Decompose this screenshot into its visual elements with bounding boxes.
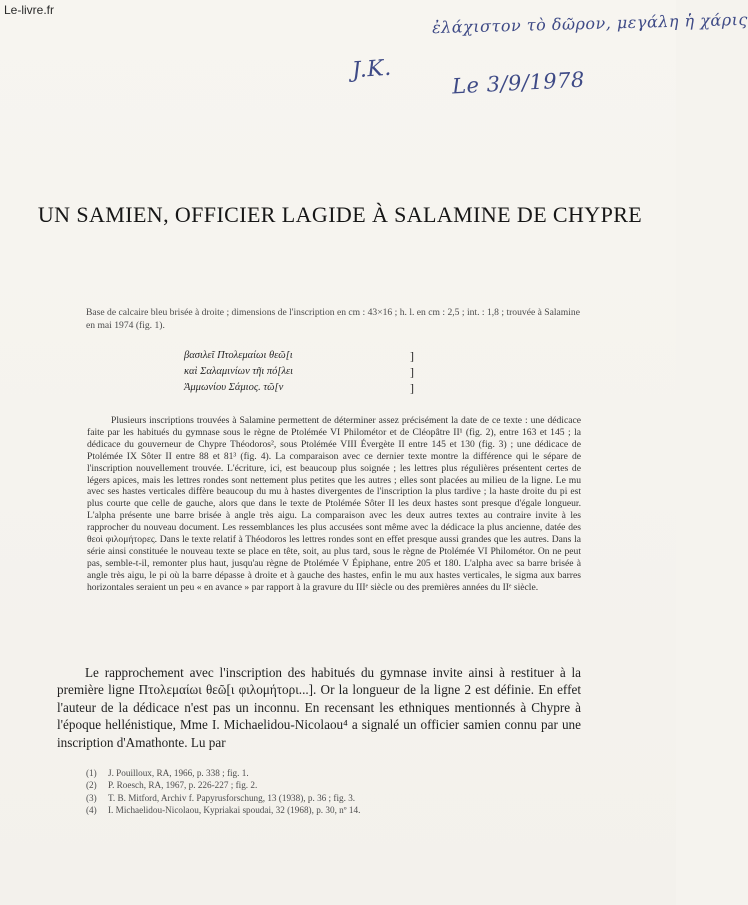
handwritten-date: Le 3/9/1978 bbox=[451, 67, 586, 99]
footnote-text: I. Michaelidou-Nicolaou, Kypriakai spoudai, 32 (1968), p. 30, nº 14. bbox=[108, 805, 361, 816]
inscription-description: Base de calcaire bleu brisée à droite ; dimensions de l'inscription en cm : 43×16 ; h. l. en cm : 2,5 ; int. : 1,8 ; trouvée à Salamine en mai 1974 (fig. 1). bbox=[86, 307, 580, 331]
inscription-line-text: Ἀμμωνίου Σάμιος. τῶ[ν bbox=[184, 382, 284, 393]
footnote-number: (3) bbox=[86, 792, 97, 803]
footnote-number: (2) bbox=[86, 780, 97, 791]
watermark: Le-livre.fr bbox=[4, 3, 55, 17]
inscription-line-text: καὶ Σαλαμινίων τῆι πό[λει bbox=[184, 366, 294, 377]
footnote bbox=[86, 767, 556, 779]
inscription-line bbox=[184, 382, 424, 398]
dating-paragraph: Plusieurs inscriptions trouvées à Salamine permettent de déterminer assez précisément la date de ce texte : une dédicace faite par les habitués du gymnase sous le règne de Ptolémée VI Philométor et de Cléopâtre II¹ (fig. 2), entre 163 et 145 ; la dédicace du gouverneur de Chypre Théodoros², sous Ptolémée VIII Évergète II entre 145 et 130 (fig. 3) ; une dédicace de Ptolémée IX Sôter II entre 88 et 81³ (fig. 4). La comparaison avec ce dernier texte montre la différence qui le sépare de l'inscription nouvellement trouvée. L'écriture, ici, est beaucoup plus soignée ; les lettres plus régulières présentent certes de légers apices, mais les lettres rondes sont nettement plus petites que les autres ; elles sont placées au milieu de la ligne. Le mu avec ses hastes verticales diffère beaucoup du mu à hastes divergentes de l'inscription la plus tardive ; la haste droite du pi est plus courte que celle de gauche, alors que dans le texte de Ptolémée Sôter II les deux hastes sont presque d'égale longueur. L'alpha présente une barre brisée à angle très aigu. La comparaison avec les deux autres textes au contraire invite à les rapprocher du nouveau document. Les ressemblances les plus accusées sont même avec la dédicace la plus ancienne, datée des θεοὶ φιλομήτορες. Dans le texte relatif à Théodoros les lettres rondes sont en effet presque aussi grandes que les autres. Dans la série ainsi constituée le nouveau texte se place en tête, soit, au plus tard, sous le règne de Ptolémée VI Philométor. On ne peut pas, semble-t-il, remonter plus haut, jusqu'au règne de Ptolémée V Épiphane, entre 205 et 180. L'alpha avec sa barre brisée à angle très aigu, le pi où la barre dépasse à droite et à gauche des hastes, enfin le mu aux hastes verticales, le sigma aux barres horizontales seraient un peu « en avance » par rapport à la gravure du IIIᵉ siècle ou des premières années du IIᵉ siècle. bbox=[87, 415, 581, 593]
handwritten-initials: J.K. bbox=[351, 55, 393, 84]
inscription-line bbox=[184, 350, 424, 366]
article-title: UN SAMIEN, OFFICIER LAGIDE À SALAMINE DE CHYPRE bbox=[37, 202, 643, 227]
footnote-text: J. Pouilloux, RA, 1966, p. 338 ; fig. 1. bbox=[108, 768, 249, 778]
inscription-bracket: ] bbox=[410, 349, 414, 363]
footnotes bbox=[86, 767, 556, 817]
footnote-text: P. Roesch, RA, 1967, p. 226-227 ; fig. 2. bbox=[108, 780, 258, 791]
inscription-bracket: ] bbox=[410, 381, 414, 395]
footnote bbox=[86, 779, 556, 791]
inscription-line-text: βασιλεῖ Πτολεμαίωι θεῶ[ι bbox=[184, 350, 293, 361]
footnote-number: (4) bbox=[86, 805, 97, 816]
inscription-text-block bbox=[184, 350, 424, 398]
handwritten-greek-dedication: ἐλάχιστον τὸ δῶρον, μεγάλη ἡ χάρις bbox=[431, 9, 748, 38]
footnote bbox=[86, 804, 556, 816]
footnote-text: T. B. Mitford, Archiv f. Papyrusforschung, 13 (1938), p. 36 ; fig. 3. bbox=[108, 792, 356, 803]
inscription-bracket: ] bbox=[410, 365, 414, 379]
body-paragraph: Le rapprochement avec l'inscription des habitués du gymnase invite ainsi à restituer à la première ligne Πτολεμαίωι θεῶ[ι φιλομήτορι...]. Or la longueur de la ligne 2 est définie. En effet l'auteur de la dédicace n'est pas un inconnu. En recensant les ethniques mentionnés à Chypre à l'époque hellénistique, Mme I. Michaelidou-Nicolaou⁴ a signalé un officier samien connu par une inscription d'Amathonte. Lu par bbox=[57, 665, 581, 750]
footnote bbox=[86, 792, 556, 804]
footnote-number: (1) bbox=[86, 768, 97, 778]
inscription-line bbox=[184, 366, 424, 382]
